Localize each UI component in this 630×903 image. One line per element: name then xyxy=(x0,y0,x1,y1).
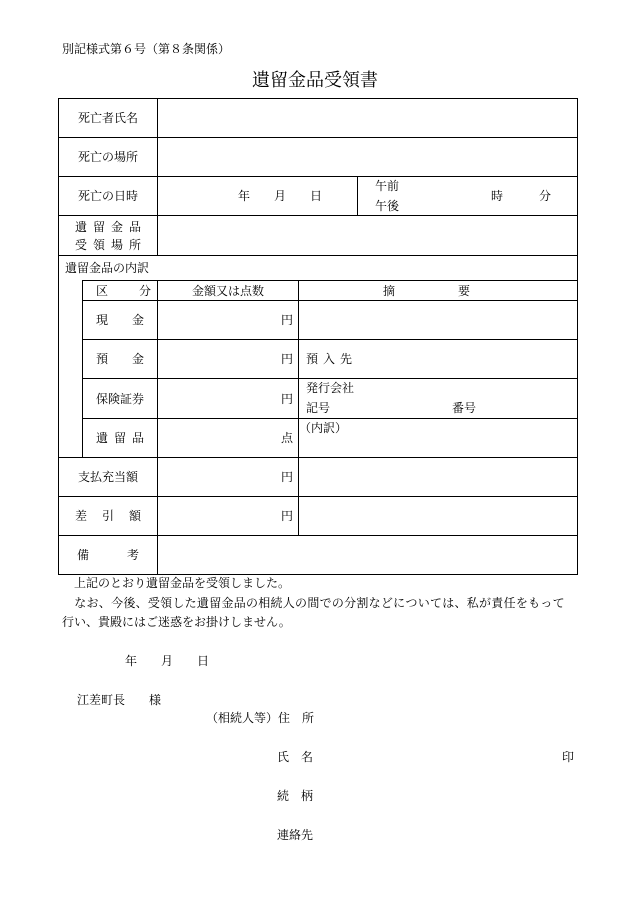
insurance-number-label: 番号 xyxy=(452,401,477,415)
label-glyph: に xyxy=(393,596,406,610)
label-glyph: 遺 xyxy=(196,596,209,610)
label-glyph: 留 xyxy=(113,431,126,445)
label-glyph: お xyxy=(86,596,99,610)
label-glyph: 入 xyxy=(322,352,335,366)
balance-label-cell xyxy=(58,496,158,536)
label-glyph: 今 xyxy=(111,596,124,610)
label-glyph: 領 xyxy=(92,237,105,252)
belongings-count-field xyxy=(157,418,299,458)
label-glyph xyxy=(120,313,132,327)
deceased-name-field xyxy=(157,98,578,138)
receipt-place-label-line1 xyxy=(75,218,141,236)
insurance-amount-field xyxy=(157,378,299,419)
balance-label xyxy=(75,509,141,523)
label-glyph xyxy=(108,352,120,366)
label-glyph: 留 xyxy=(92,219,105,234)
contact-label: 連絡先 xyxy=(277,828,314,842)
label-glyph: の xyxy=(245,596,258,610)
death-date-units: 年 月 日 xyxy=(238,189,323,203)
label-glyph: 遺 xyxy=(75,219,88,234)
label-glyph: 備 xyxy=(77,548,90,562)
yen-unit: 円 xyxy=(280,352,293,366)
deposit-label-cell xyxy=(82,339,158,379)
addressee: 江差町長 様 xyxy=(77,693,162,707)
label-glyph xyxy=(62,596,74,610)
signature-date-units: 年 月 日 xyxy=(125,654,210,668)
name-label: 氏 名 xyxy=(277,750,314,764)
receipt-place-field xyxy=(157,215,578,256)
col-header-amount-label: 金額又は点数 xyxy=(191,283,264,298)
label-glyph: 間 xyxy=(307,596,320,610)
death-datetime-label: 死亡の日時 xyxy=(77,189,138,203)
label-glyph: い xyxy=(417,596,430,610)
deposit-bank-label xyxy=(306,352,352,366)
label-glyph xyxy=(115,509,127,523)
label-glyph: 引 xyxy=(101,509,114,523)
statement-line-3: 行い、貴殿にはご迷惑をお掛けしません。 xyxy=(62,615,291,629)
notes-label-cell xyxy=(58,535,158,575)
death-time-field xyxy=(357,176,578,216)
label-glyph: 留 xyxy=(209,596,222,610)
label-glyph: 分 xyxy=(344,596,357,610)
insurance-label: 保険証券 xyxy=(96,391,145,406)
statement-line-2 xyxy=(62,596,565,610)
label-glyph: 要 xyxy=(457,283,470,298)
belongings-label xyxy=(96,431,144,445)
death-datetime-label-cell xyxy=(58,176,158,216)
payment-applied-amount-field xyxy=(157,457,299,497)
receipt-place-label-line2 xyxy=(75,236,141,254)
label-glyph: 金 xyxy=(110,219,123,234)
col-header-category xyxy=(82,280,158,301)
label-glyph: 品 xyxy=(128,219,141,234)
notes-label xyxy=(77,548,139,562)
label-glyph: 現 xyxy=(96,313,109,327)
form-number: 別記様式第６号（第８条関係） xyxy=(62,42,231,56)
payment-applied-label-cell xyxy=(58,457,158,497)
yen-unit: 円 xyxy=(280,470,293,484)
col-header-category-label xyxy=(96,284,151,298)
belongings-remarks-field xyxy=(298,418,578,458)
label-glyph: を xyxy=(515,596,528,610)
breakdown-heading: 遺留金品の内訳 xyxy=(65,261,150,275)
label-glyph: 預 xyxy=(96,352,109,366)
label-glyph: 区 xyxy=(96,283,109,298)
label-glyph: た xyxy=(184,596,197,610)
balance-remarks-field xyxy=(298,496,578,536)
label-glyph: の xyxy=(295,596,308,610)
label-glyph: が xyxy=(479,596,492,610)
label-glyph: の xyxy=(331,596,344,610)
deposit-label xyxy=(96,352,144,366)
label-glyph: 遺 xyxy=(96,431,109,445)
belongings-label-cell xyxy=(82,418,158,458)
label-glyph: 金 xyxy=(132,313,145,327)
pm-label: 午後 xyxy=(375,199,400,213)
death-date-field xyxy=(157,176,358,216)
label-glyph: 相 xyxy=(258,596,271,610)
cash-label-cell xyxy=(82,300,158,340)
yen-unit: 円 xyxy=(280,391,293,406)
relationship-label: 続 柄 xyxy=(277,789,314,803)
payment-applied-label: 支払充当額 xyxy=(77,470,138,484)
label-glyph xyxy=(88,509,100,523)
label-glyph xyxy=(94,548,106,562)
item-count-unit: 点 xyxy=(280,431,293,445)
deposit-amount-field xyxy=(157,339,299,379)
death-place-label-cell xyxy=(58,137,158,177)
label-glyph: し xyxy=(172,596,185,610)
label-glyph: 金 xyxy=(132,352,145,366)
label-glyph: 人 xyxy=(282,596,295,610)
label-glyph xyxy=(110,284,122,298)
balance-amount-field xyxy=(157,496,299,536)
col-header-amount xyxy=(157,280,299,301)
receipt-table xyxy=(58,98,578,575)
seal-mark: 印 xyxy=(562,750,575,764)
label-glyph: 場 xyxy=(110,237,123,252)
label-glyph: 金 xyxy=(221,596,234,610)
label-glyph: 品 xyxy=(131,431,144,445)
deceased-name-label-cell xyxy=(58,98,158,138)
label-glyph: て xyxy=(429,596,442,610)
label-glyph: な xyxy=(74,596,87,610)
deposit-remarks-field xyxy=(298,339,578,379)
receipt-place-label-cell xyxy=(58,215,158,256)
payment-applied-remarks-field xyxy=(298,457,578,497)
label-glyph: 摘 xyxy=(383,283,396,298)
am-label: 午前 xyxy=(375,179,400,193)
insurance-issuer-label: 発行会社 xyxy=(306,381,355,395)
yen-unit: 円 xyxy=(280,313,293,327)
breakdown-heading-cell xyxy=(58,255,578,280)
death-place-label: 死亡の場所 xyxy=(77,150,138,164)
label-glyph: 、 xyxy=(454,596,467,610)
label-glyph xyxy=(125,284,137,298)
label-glyph: 先 xyxy=(339,352,352,366)
label-glyph: 品 xyxy=(233,596,246,610)
label-glyph xyxy=(110,548,122,562)
label-glyph: 任 xyxy=(503,596,516,610)
label-glyph: 後 xyxy=(123,596,136,610)
col-header-remarks-label xyxy=(383,284,470,298)
label-glyph: 、 xyxy=(98,596,111,610)
label-glyph: 割 xyxy=(356,596,369,610)
label-glyph: っ xyxy=(540,596,553,610)
label-glyph: 受 xyxy=(147,596,160,610)
label-glyph xyxy=(108,313,120,327)
label-glyph: 受 xyxy=(75,237,88,252)
minute-unit: 分 xyxy=(539,189,552,203)
hour-unit: 時 xyxy=(491,189,504,203)
label-glyph: て xyxy=(552,596,565,610)
label-glyph: 、 xyxy=(135,596,148,610)
label-glyph: 差 xyxy=(75,509,88,523)
label-glyph: 私 xyxy=(466,596,479,610)
label-glyph: 続 xyxy=(270,596,283,610)
death-place-field xyxy=(157,137,578,177)
label-glyph: ど xyxy=(380,596,393,610)
col-header-remarks xyxy=(298,280,578,301)
insurance-label-cell xyxy=(82,378,158,419)
statement-line-1: 上記のとおり遺留金品を受領しました。 xyxy=(62,576,291,590)
cash-label xyxy=(96,313,144,327)
insurance-remarks-field xyxy=(298,378,578,419)
label-glyph: 額 xyxy=(128,509,141,523)
breakdown-indent xyxy=(58,280,82,458)
label-glyph: 分 xyxy=(138,283,151,298)
label-glyph: 所 xyxy=(128,237,141,252)
notes-field xyxy=(157,535,578,575)
address-label: （相続人等）住 所 xyxy=(206,711,315,725)
label-glyph xyxy=(433,284,445,298)
label-glyph: 考 xyxy=(126,548,139,562)
label-glyph: も xyxy=(528,596,541,610)
label-glyph: つ xyxy=(405,596,418,610)
yen-unit: 円 xyxy=(280,509,293,523)
insurance-code-label: 記号 xyxy=(306,401,331,415)
page-title: 遺留金品受領書 xyxy=(252,70,378,90)
deceased-name-label: 死亡者氏名 xyxy=(77,111,138,125)
label-glyph: 預 xyxy=(306,352,319,366)
label-glyph: で xyxy=(319,596,332,610)
label-glyph xyxy=(408,284,420,298)
label-glyph: は xyxy=(442,596,455,610)
label-glyph xyxy=(120,352,132,366)
label-glyph: 領 xyxy=(160,596,173,610)
belongings-details-label: （内訳） xyxy=(299,421,348,435)
label-glyph: な xyxy=(368,596,381,610)
receipt-place-label xyxy=(75,218,141,254)
label-glyph: 責 xyxy=(491,596,504,610)
cash-remarks-field xyxy=(298,300,578,340)
cash-amount-field xyxy=(157,300,299,340)
